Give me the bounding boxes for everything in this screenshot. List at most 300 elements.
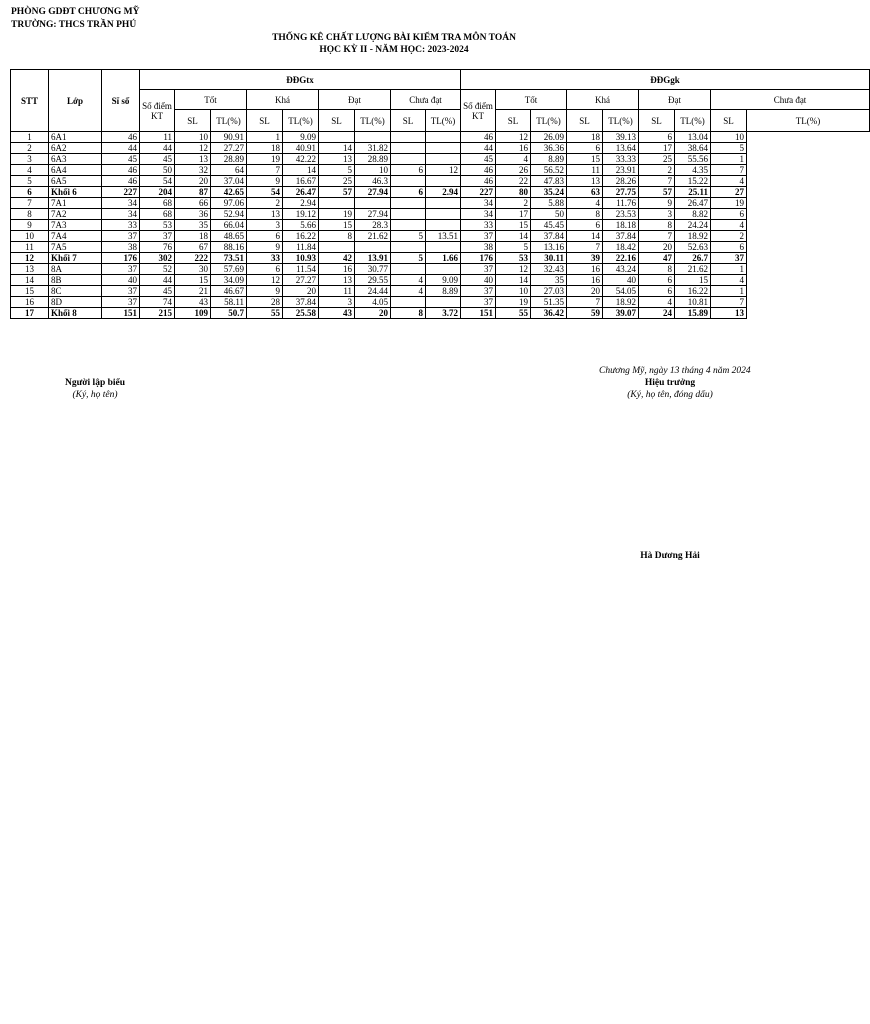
table-cell: 34 — [102, 209, 140, 220]
table-cell: 27.27 — [211, 143, 247, 154]
table-cell: 8 — [567, 209, 603, 220]
table-cell: 27.03 — [531, 286, 567, 297]
table-cell: 37 — [102, 297, 140, 308]
table-cell: 54.05 — [603, 286, 639, 297]
table-cell: 6 — [391, 165, 426, 176]
table-cell: 17 — [639, 143, 675, 154]
table-cell: 16 — [11, 297, 49, 308]
table-body — [11, 132, 870, 319]
table-cell: 37 — [461, 297, 496, 308]
table-cell: 35 — [175, 220, 211, 231]
table-cell: 45 — [102, 154, 140, 165]
table-cell: 222 — [175, 253, 211, 264]
table-cell: 3 — [319, 297, 355, 308]
table-cell: 37 — [461, 264, 496, 275]
table-row — [11, 220, 870, 231]
table-cell: 18.92 — [675, 231, 711, 242]
table-cell: 26 — [496, 165, 531, 176]
table-cell: 10 — [175, 132, 211, 143]
summary-row — [11, 253, 870, 264]
table-cell: 50 — [140, 165, 175, 176]
col-header-tl: TL(%) — [355, 110, 391, 132]
table-cell: 18.92 — [603, 297, 639, 308]
report-title: THỐNG KÊ CHẤT LƯỢNG BÀI KIỂM TRA MÔN TOÁN — [272, 33, 516, 43]
table-cell: 45 — [140, 286, 175, 297]
table-cell: 29.55 — [355, 275, 391, 286]
table-cell: 37 — [102, 286, 140, 297]
group-header-tx: ĐĐGtx — [140, 70, 461, 90]
table-cell: 34 — [102, 198, 140, 209]
table-cell: 24 — [639, 308, 675, 319]
table-cell: 6A4 — [49, 165, 102, 176]
table-cell: 16 — [567, 275, 603, 286]
table-cell: 35.24 — [531, 187, 567, 198]
table-cell: 16.67 — [283, 176, 319, 187]
table-cell: 11.84 — [283, 242, 319, 253]
col-header-sl: SL — [496, 110, 531, 132]
table-cell: 47.83 — [531, 176, 567, 187]
table-cell: 43 — [175, 297, 211, 308]
table-row — [11, 242, 870, 253]
table-cell: 109 — [175, 308, 211, 319]
table-cell: 7 — [639, 176, 675, 187]
table-cell: 2 — [639, 165, 675, 176]
table-cell: 36 — [175, 209, 211, 220]
col-header-sl: SL — [567, 110, 603, 132]
table-cell: 90.91 — [211, 132, 247, 143]
table-cell: 13 — [711, 308, 747, 319]
table-cell: 13.16 — [531, 242, 567, 253]
table-cell — [391, 154, 426, 165]
table-cell: 53 — [496, 253, 531, 264]
table-cell — [426, 297, 461, 308]
table-cell: 23.53 — [603, 209, 639, 220]
table-cell: 44 — [461, 143, 496, 154]
table-cell: 6 — [11, 187, 49, 198]
table-cell: 6A2 — [49, 143, 102, 154]
table-cell: Khối 6 — [49, 187, 102, 198]
table-cell: 48.65 — [211, 231, 247, 242]
table-cell: 10 — [11, 231, 49, 242]
table-cell: 37.84 — [283, 297, 319, 308]
table-cell: 37 — [140, 231, 175, 242]
table-cell: 10.93 — [283, 253, 319, 264]
table-cell: 40.91 — [283, 143, 319, 154]
table-cell: 7A4 — [49, 231, 102, 242]
table-cell — [391, 143, 426, 154]
table-cell: 40 — [102, 275, 140, 286]
table-row — [11, 297, 870, 308]
table-cell: Khối 7 — [49, 253, 102, 264]
col-header-score-count-gk: Số điểm KT — [461, 90, 496, 132]
table-cell: 9 — [247, 286, 283, 297]
table-cell: 37 — [102, 231, 140, 242]
table-cell: 11 — [319, 286, 355, 297]
table-cell: 4 — [711, 220, 747, 231]
table-cell: 28.26 — [603, 176, 639, 187]
table-cell: 8.89 — [531, 154, 567, 165]
table-cell: 73.51 — [211, 253, 247, 264]
table-cell: 227 — [102, 187, 140, 198]
table-cell: 18.42 — [603, 242, 639, 253]
table-cell: 25 — [319, 176, 355, 187]
table-cell: 15.22 — [675, 176, 711, 187]
table-cell: 5 — [319, 165, 355, 176]
col-header-class: Lớp — [49, 70, 102, 132]
table-cell — [319, 198, 355, 209]
summary-row — [11, 308, 870, 319]
table-cell: 7 — [567, 297, 603, 308]
table-cell: 8D — [49, 297, 102, 308]
table-cell: 3 — [11, 154, 49, 165]
table-cell: 14 — [496, 275, 531, 286]
table-cell: 18.18 — [603, 220, 639, 231]
table-cell: 27.94 — [355, 209, 391, 220]
table-cell: 19.12 — [283, 209, 319, 220]
table-cell: 35 — [531, 275, 567, 286]
table-cell — [391, 297, 426, 308]
table-cell: 38 — [461, 242, 496, 253]
table-cell: 17 — [496, 209, 531, 220]
table-cell: 7A3 — [49, 220, 102, 231]
table-cell: 4 — [711, 275, 747, 286]
table-cell: Khối 8 — [49, 308, 102, 319]
statistics-table — [10, 69, 870, 319]
table-cell: 11 — [567, 165, 603, 176]
table-cell: 7 — [247, 165, 283, 176]
table-cell: 13.91 — [355, 253, 391, 264]
table-cell: 10 — [355, 165, 391, 176]
table-cell: 16.22 — [675, 286, 711, 297]
table-cell: 10 — [496, 286, 531, 297]
table-cell: 1 — [711, 264, 747, 275]
table-cell: 2.94 — [426, 187, 461, 198]
table-cell: 52 — [140, 264, 175, 275]
table-cell: 7A1 — [49, 198, 102, 209]
table-cell: 39.07 — [603, 308, 639, 319]
table-cell: 22 — [496, 176, 531, 187]
table-cell: 8 — [391, 308, 426, 319]
table-cell: 3 — [639, 209, 675, 220]
col-header-tot-gk: Tốt — [496, 90, 567, 110]
table-cell: 8 — [11, 209, 49, 220]
table-cell: 12 — [175, 143, 211, 154]
table-cell: 24.44 — [355, 286, 391, 297]
table-cell: 4.35 — [675, 165, 711, 176]
table-cell: 8B — [49, 275, 102, 286]
table-cell — [355, 242, 391, 253]
table-cell: 7 — [639, 231, 675, 242]
table-cell: 15 — [11, 286, 49, 297]
col-header-dat-gk: Đạt — [639, 90, 711, 110]
table-cell: 7A5 — [49, 242, 102, 253]
col-header-chuadat-tx: Chưa đạt — [391, 90, 461, 110]
table-row — [11, 231, 870, 242]
table-cell: 66.04 — [211, 220, 247, 231]
table-cell: 6 — [567, 220, 603, 231]
table-cell: 28.89 — [355, 154, 391, 165]
table-cell: 37.84 — [603, 231, 639, 242]
col-header-tl: TL(%) — [675, 110, 711, 132]
table-cell: 97.06 — [211, 198, 247, 209]
table-cell: 20 — [567, 286, 603, 297]
table-cell: 215 — [140, 308, 175, 319]
table-cell: 151 — [461, 308, 496, 319]
table-cell: 11.76 — [603, 198, 639, 209]
table-cell: 87 — [175, 187, 211, 198]
table-cell: 7 — [11, 198, 49, 209]
table-cell: 13 — [11, 264, 49, 275]
table-cell: 8C — [49, 286, 102, 297]
table-cell: 46 — [461, 165, 496, 176]
table-cell: 15 — [496, 220, 531, 231]
table-cell: 227 — [461, 187, 496, 198]
table-row — [11, 209, 870, 220]
table-cell: 24.24 — [675, 220, 711, 231]
table-cell: 15 — [567, 154, 603, 165]
table-cell: 6 — [247, 231, 283, 242]
table-cell: 8 — [639, 264, 675, 275]
table-cell: 46 — [102, 132, 140, 143]
table-cell: 45 — [461, 154, 496, 165]
table-cell: 3 — [247, 220, 283, 231]
table-cell: 32.43 — [531, 264, 567, 275]
table-cell: 11 — [11, 242, 49, 253]
table-cell — [355, 198, 391, 209]
table-cell: 26.7 — [675, 253, 711, 264]
table-cell: 54 — [247, 187, 283, 198]
statistics-table-container — [10, 69, 821, 341]
table-cell: 27.75 — [603, 187, 639, 198]
table-cell: 6A1 — [49, 132, 102, 143]
table-cell: 45.45 — [531, 220, 567, 231]
table-cell: 9 — [639, 198, 675, 209]
table-cell — [426, 198, 461, 209]
table-cell: 6 — [391, 187, 426, 198]
table-cell: 37 — [461, 231, 496, 242]
table-cell: 33 — [461, 220, 496, 231]
col-header-sl: SL — [247, 110, 283, 132]
table-row — [11, 275, 870, 286]
table-cell: 6 — [639, 286, 675, 297]
table-cell: 63 — [567, 187, 603, 198]
col-header-sl: SL — [639, 110, 675, 132]
table-cell: 12 — [496, 264, 531, 275]
table-row — [11, 165, 870, 176]
table-cell: 26.47 — [675, 198, 711, 209]
table-cell: 9 — [247, 176, 283, 187]
table-cell: 15 — [319, 220, 355, 231]
group-header-gk: ĐĐGgk — [461, 70, 870, 90]
table-cell: 40 — [461, 275, 496, 286]
table-cell: 46 — [461, 176, 496, 187]
table-cell: 14 — [496, 231, 531, 242]
table-cell: 1 — [711, 154, 747, 165]
table-cell: 10 — [711, 132, 747, 143]
table-cell: 25.58 — [283, 308, 319, 319]
table-cell: 38.64 — [675, 143, 711, 154]
col-header-sl: SL — [175, 110, 211, 132]
table-cell: 4 — [711, 176, 747, 187]
table-cell: 64 — [211, 165, 247, 176]
table-cell: 40 — [603, 275, 639, 286]
table-cell: 14 — [11, 275, 49, 286]
table-cell: 27.94 — [355, 187, 391, 198]
table-cell — [426, 264, 461, 275]
col-header-score-count-tx: Số điểm KT — [140, 90, 175, 132]
table-cell — [426, 132, 461, 143]
table-cell: 42 — [319, 253, 355, 264]
table-row — [11, 143, 870, 154]
table-cell: 12 — [247, 275, 283, 286]
table-cell: 19 — [247, 154, 283, 165]
col-header-chuadat-gk: Chưa đạt — [711, 90, 870, 110]
table-cell: 2.94 — [283, 198, 319, 209]
table-cell: 3.72 — [426, 308, 461, 319]
table-cell: 16.22 — [283, 231, 319, 242]
table-cell: 21.62 — [675, 264, 711, 275]
table-cell: 176 — [102, 253, 140, 264]
table-cell: 4 — [567, 198, 603, 209]
preparer-title: Người lập biểu — [64, 378, 126, 388]
table-cell: 55 — [496, 308, 531, 319]
table-cell: 14 — [567, 231, 603, 242]
table-cell: 9.09 — [426, 275, 461, 286]
table-cell: 151 — [102, 308, 140, 319]
preparer-signature-note: (Ký, họ tên) — [72, 390, 118, 400]
table-cell: 1 — [711, 286, 747, 297]
table-cell: 33.33 — [603, 154, 639, 165]
table-cell: 38 — [102, 242, 140, 253]
table-cell: 57.69 — [211, 264, 247, 275]
table-cell: 67 — [175, 242, 211, 253]
principal-signature-note: (Ký, họ tên, đóng dấu) — [627, 390, 713, 400]
table-cell: 14 — [283, 165, 319, 176]
table-cell — [391, 264, 426, 275]
department-name: PHÒNG GDĐT CHƯƠNG MỸ — [11, 7, 140, 17]
table-cell: 76 — [140, 242, 175, 253]
table-cell: 52.63 — [675, 242, 711, 253]
col-header-tl: TL(%) — [283, 110, 319, 132]
table-cell: 68 — [140, 209, 175, 220]
table-cell: 31.82 — [355, 143, 391, 154]
table-cell — [426, 176, 461, 187]
table-cell: 10.81 — [675, 297, 711, 308]
table-cell — [426, 220, 461, 231]
table-cell — [426, 209, 461, 220]
table-cell: 34.09 — [211, 275, 247, 286]
col-header-sl: SL — [391, 110, 426, 132]
table-cell: 37 — [461, 286, 496, 297]
table-cell — [319, 242, 355, 253]
table-cell: 36.42 — [531, 308, 567, 319]
principal-name: Hà Dương Hải — [640, 551, 700, 561]
table-cell: 302 — [140, 253, 175, 264]
table-cell: 5 — [391, 253, 426, 264]
table-cell: 6 — [711, 242, 747, 253]
table-cell: 8.89 — [426, 286, 461, 297]
table-cell: 17 — [11, 308, 49, 319]
table-cell: 50 — [531, 209, 567, 220]
col-header-sl: SL — [319, 110, 355, 132]
table-cell: 43 — [319, 308, 355, 319]
table-cell: 27.27 — [283, 275, 319, 286]
table-cell — [426, 242, 461, 253]
table-cell: 55.56 — [675, 154, 711, 165]
table-cell: 13 — [247, 209, 283, 220]
table-cell: 30.11 — [531, 253, 567, 264]
table-cell — [391, 220, 426, 231]
col-header-sl: SL — [711, 110, 747, 132]
table-cell — [426, 143, 461, 154]
table-cell: 57 — [319, 187, 355, 198]
table-cell: 4 — [391, 286, 426, 297]
table-cell: 28 — [247, 297, 283, 308]
table-cell: 14 — [319, 143, 355, 154]
table-cell: 4.05 — [355, 297, 391, 308]
table-row — [11, 198, 870, 209]
table-cell: 39 — [567, 253, 603, 264]
table-cell: 34 — [461, 209, 496, 220]
table-cell: 8A — [49, 264, 102, 275]
table-cell: 33 — [247, 253, 283, 264]
table-cell: 46.3 — [355, 176, 391, 187]
col-header-tl: TL(%) — [747, 110, 870, 132]
table-cell: 42.22 — [283, 154, 319, 165]
table-cell: 13.64 — [603, 143, 639, 154]
table-cell: 22.16 — [603, 253, 639, 264]
table-cell: 25.11 — [675, 187, 711, 198]
table-row — [11, 154, 870, 165]
table-cell: 20 — [355, 308, 391, 319]
table-cell: 13.51 — [426, 231, 461, 242]
table-row — [11, 176, 870, 187]
col-header-tl: TL(%) — [603, 110, 639, 132]
table-cell: 6 — [639, 132, 675, 143]
table-cell: 33 — [102, 220, 140, 231]
table-cell: 12 — [11, 253, 49, 264]
table-cell: 16 — [496, 143, 531, 154]
table-cell: 27 — [711, 187, 747, 198]
table-cell: 6 — [247, 264, 283, 275]
table-cell: 5 — [711, 143, 747, 154]
table-cell: 18 — [567, 132, 603, 143]
col-header-kha-gk: Khá — [567, 90, 639, 110]
table-cell: 4 — [391, 275, 426, 286]
table-cell: 37.04 — [211, 176, 247, 187]
table-cell: 5 — [11, 176, 49, 187]
table-cell: 6 — [639, 275, 675, 286]
table-cell: 6A5 — [49, 176, 102, 187]
table-cell: 36.36 — [531, 143, 567, 154]
table-cell: 2 — [247, 198, 283, 209]
table-cell: 6A3 — [49, 154, 102, 165]
table-cell — [391, 176, 426, 187]
table-cell: 8.82 — [675, 209, 711, 220]
table-cell: 4 — [639, 297, 675, 308]
table-row — [11, 286, 870, 297]
table-cell: 2 — [496, 198, 531, 209]
table-cell: 20 — [283, 286, 319, 297]
table-cell: 66 — [175, 198, 211, 209]
table-cell: 53 — [140, 220, 175, 231]
table-cell: 19 — [496, 297, 531, 308]
table-cell: 37 — [711, 253, 747, 264]
table-cell: 4 — [11, 165, 49, 176]
table-cell: 45 — [140, 154, 175, 165]
table-cell: 7 — [711, 297, 747, 308]
table-cell: 12 — [496, 132, 531, 143]
